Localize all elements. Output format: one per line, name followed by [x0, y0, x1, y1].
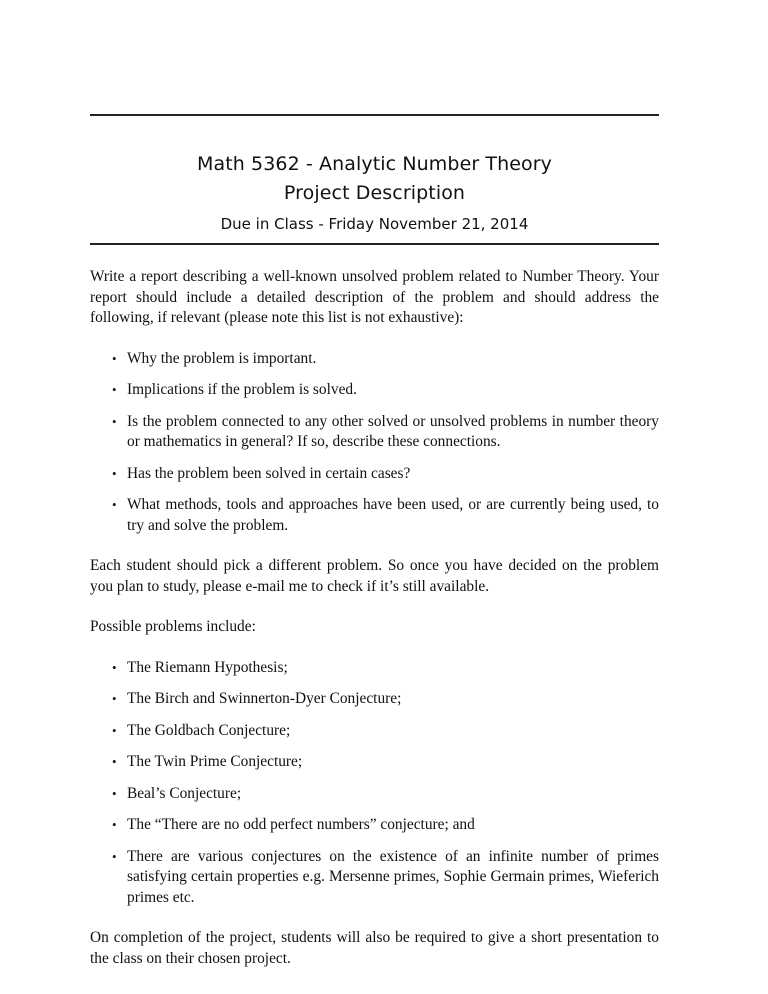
bullet-icon: •	[112, 413, 117, 429]
list-item: • Implications if the problem is solved.	[90, 380, 659, 401]
problems-list	[90, 658, 659, 909]
list-item: • The Riemann Hypothesis;	[90, 658, 659, 679]
bullet-icon: •	[112, 691, 117, 706]
questions-list	[90, 349, 659, 537]
bottom-rule	[90, 243, 659, 245]
list-item: • The Twin Prime Conjecture;	[90, 752, 659, 773]
bullet-icon: •	[112, 785, 117, 801]
due-date: Due in Class - Friday November 21, 2014	[220, 215, 529, 233]
selection-note: Each student should pick a different problem. So once you have decided on the problem you plan to study, please e-mail me to check if it’s still available.	[90, 557, 659, 595]
list-item: • Beal’s Conjecture;	[90, 784, 659, 805]
bullet-icon: •	[112, 659, 117, 675]
bullet-icon: •	[112, 465, 117, 481]
intro-paragraph: Write a report describing a well-known unsolved problem related to Number Theory. Your report should include a detailed description of the problem and should address the following, if relevant (please note this list is not exhaustive):	[90, 268, 659, 326]
bullet-icon: •	[112, 722, 117, 738]
title-block	[90, 150, 659, 234]
bullet-icon: •	[112, 754, 117, 769]
possible-problems-heading: Possible problems include:	[90, 618, 256, 635]
list-item: • The Goldbach Conjecture;	[90, 721, 659, 742]
bullet-icon: •	[112, 382, 117, 397]
document-title: Project Description	[283, 182, 466, 204]
list-item: • What methods, tools and approaches have been used, or are currently being used, to try and solve the problem.	[112, 496, 659, 534]
list-item: • The Birch and Swinnerton-Dyer Conjecture;	[90, 689, 659, 710]
list-item: • The “There are no odd perfect numbers” conjecture; and	[90, 815, 659, 836]
list-item: • Why the problem is important.	[90, 349, 659, 370]
bullet-icon: •	[112, 817, 117, 832]
document-body	[90, 267, 659, 969]
top-rule	[90, 114, 659, 116]
list-item: • Has the problem been solved in certain cases?	[90, 464, 659, 485]
list-item: • Is the problem connected to any other solved or unsolved problems in number theory or mathematics in general? If so, describe these connections.	[112, 412, 659, 450]
bullet-icon: •	[112, 848, 117, 864]
bullet-icon: •	[112, 497, 117, 512]
closing-paragraph: On completion of the project, students will also be required to give a short presentation to the class on their chosen project.	[90, 929, 659, 967]
bullet-icon: •	[112, 350, 117, 366]
list-item: • There are various conjectures on the existence of an infinite number of primes satisfying certain properties e.g. Mersenne primes, Sophie Germain primes, Wieferich primes etc.	[112, 847, 659, 906]
course-title: Math 5362 - Analytic Number Theory	[196, 153, 553, 175]
